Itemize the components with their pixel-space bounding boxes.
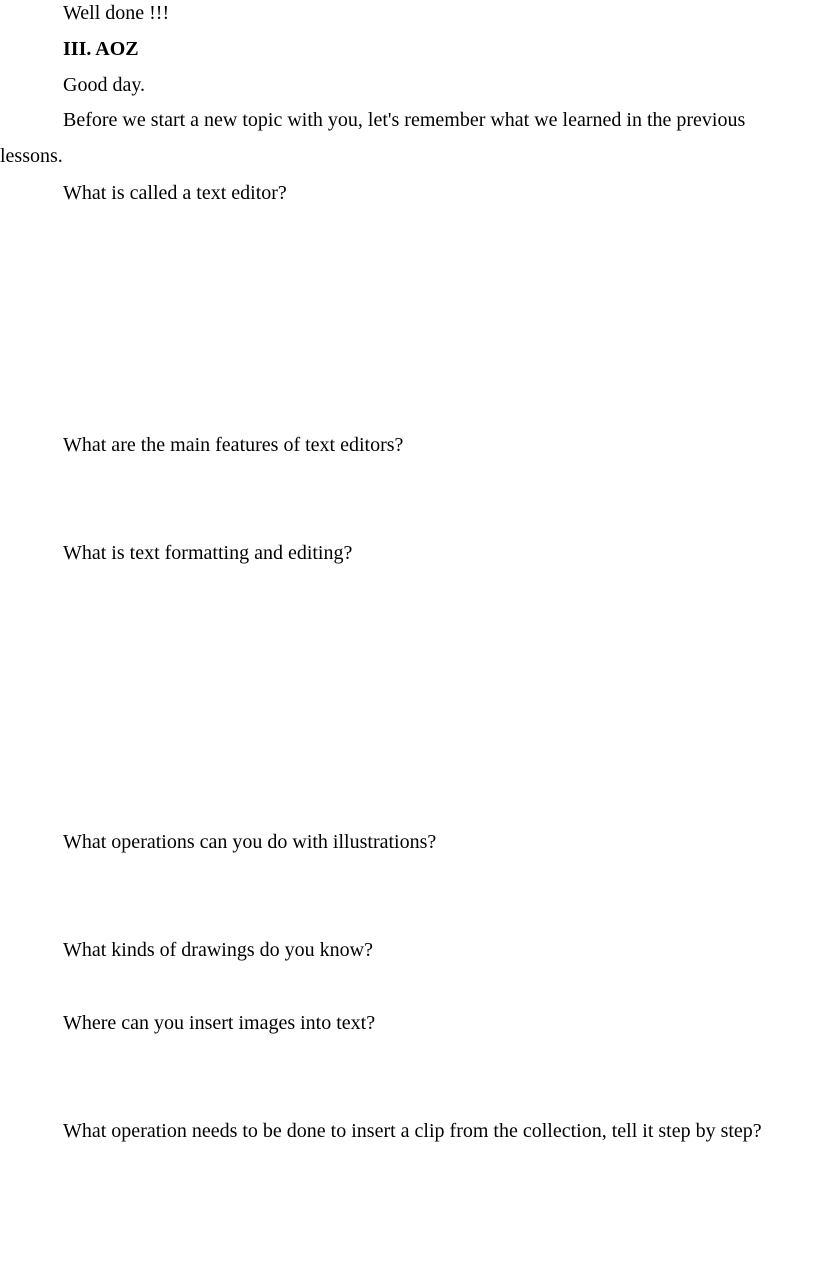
greeting-line: Good day. <box>63 74 146 96</box>
question-text-editor: What is called a text editor? <box>63 182 287 204</box>
question-insert-clip: What operation needs to be done to insert a clip from the collection, tell it step by step? <box>63 1120 762 1142</box>
intro-paragraph: Before we start a new topic with you, let's remember what we learned in the previous lessons. <box>0 109 746 167</box>
praise-line: Well done !!! <box>63 2 170 24</box>
question-insert-images: Where can you insert images into text? <box>63 1012 376 1034</box>
question-formatting-editing: What is text formatting and editing? <box>63 542 353 564</box>
question-main-features: What are the main features of text editors? <box>63 434 404 456</box>
section-heading: III. AOZ <box>63 38 139 60</box>
question-illustrations: What operations can you do with illustrations? <box>63 831 437 853</box>
question-kinds-of-drawings: What kinds of drawings do you know? <box>63 939 373 961</box>
